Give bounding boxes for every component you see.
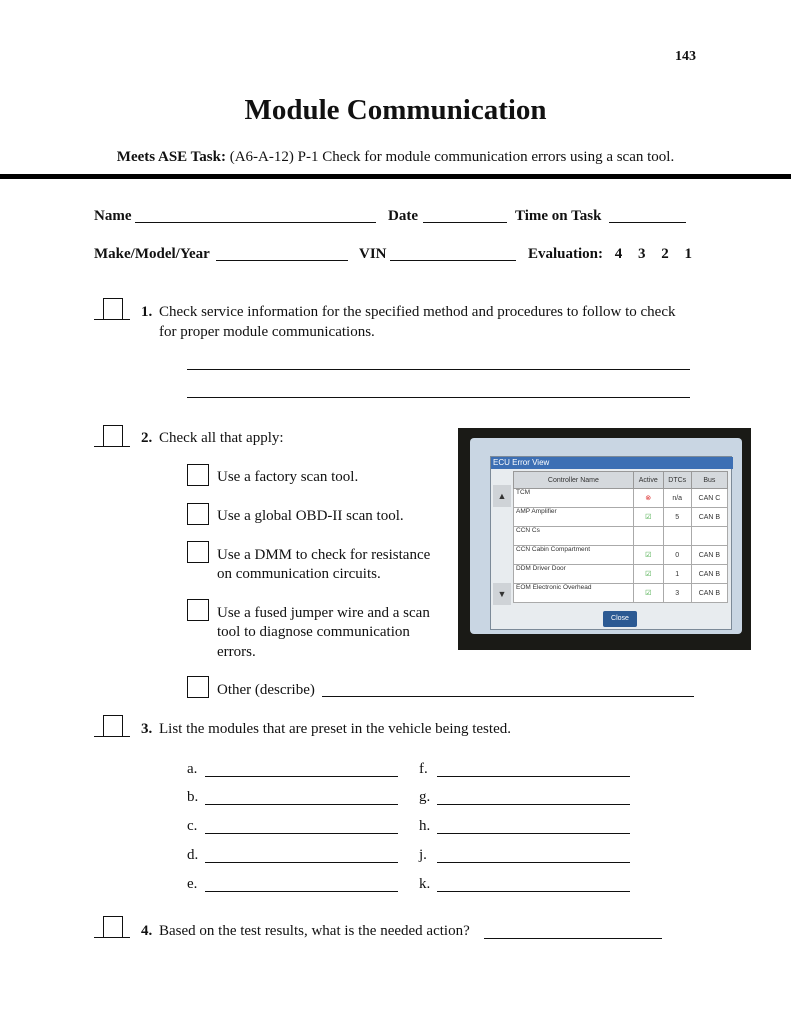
item-3-text: List the modules that are preset in the vehicle being tested. (159, 721, 511, 737)
vin-field[interactable] (390, 260, 516, 261)
cell: CAN B (691, 508, 727, 527)
cell: ⊗ (633, 489, 663, 508)
cell: ☑ (633, 584, 663, 603)
scan-tool-screen (470, 438, 742, 634)
item-3-number: 3. (141, 721, 153, 737)
module-name-field[interactable] (205, 862, 398, 863)
table-row (514, 584, 728, 603)
module-name-field[interactable] (437, 776, 630, 777)
dialog-title: ECU Error View (491, 457, 733, 469)
option-label: Use a fused jumper wire and a scan (217, 605, 430, 621)
close-button: Close (603, 611, 637, 627)
divider (0, 174, 791, 179)
page-title: Module Communication (244, 94, 547, 126)
cell: AMP Amplifier (514, 508, 634, 527)
scroll-up-icon: ▲ (493, 485, 511, 507)
cell (633, 527, 663, 546)
scroll-down-icon: ▼ (493, 583, 511, 605)
item-1-answer-line[interactable] (187, 369, 690, 370)
module-name-field[interactable] (205, 833, 398, 834)
cell: ☑ (633, 508, 663, 527)
evaluation (528, 245, 692, 263)
module-name-field[interactable] (437, 862, 630, 863)
option-checkbox[interactable] (187, 676, 209, 698)
cell: CAN B (691, 546, 727, 565)
cell: 3 (663, 584, 691, 603)
module-list-label: k. (419, 876, 431, 892)
ecu-error-dialog (490, 456, 732, 630)
item-4-number: 4. (141, 923, 153, 939)
option-label: Use a factory scan tool. (217, 469, 359, 485)
option-label: Other (describe) (217, 682, 315, 698)
item-1-number: 1. (141, 304, 153, 320)
date-label: Date (388, 208, 418, 224)
module-name-field[interactable] (205, 891, 398, 892)
module-name-field[interactable] (437, 833, 630, 834)
module-list-label: d. (187, 847, 199, 863)
time-on-task-field[interactable] (609, 222, 686, 223)
time-on-task-label: Time on Task (515, 208, 602, 224)
option-label: Use a DMM to check for resistance (217, 547, 431, 563)
item-1-checkbox[interactable] (94, 298, 128, 320)
make-model-year-field[interactable] (216, 260, 348, 261)
scan-tool-photo (458, 428, 751, 650)
module-list-label: h. (419, 818, 431, 834)
table-row (514, 508, 728, 527)
module-list-label: c. (187, 818, 198, 834)
name-field[interactable] (135, 222, 376, 223)
ase-task-text: (A6-A-12) P-1 Check for module communication errors using a scan tool. (229, 149, 675, 165)
col-header: Active (633, 472, 663, 489)
col-header: Bus (691, 472, 727, 489)
cell: CCN Cabin Compartment (514, 546, 634, 565)
module-name-field[interactable] (437, 804, 630, 805)
module-name-field[interactable] (205, 776, 398, 777)
cell: n/a (663, 489, 691, 508)
cell: CAN C (691, 489, 727, 508)
ase-task-label: Meets ASE Task: (116, 149, 226, 165)
option-label: tool to diagnose communication (217, 624, 410, 640)
score-2[interactable]: 2 (661, 246, 669, 262)
module-list-label: a. (187, 761, 198, 777)
vin-label: VIN (359, 246, 387, 262)
item-1-answer-line[interactable] (187, 397, 690, 398)
item-1-text-2: for proper module communications. (159, 324, 375, 340)
item-3-checkbox[interactable] (94, 715, 128, 737)
evaluation-label: Evaluation: (528, 246, 604, 262)
option-checkbox[interactable] (187, 503, 209, 525)
ase-task (0, 148, 791, 166)
ecu-table (513, 471, 728, 603)
item-4-answer-field[interactable] (484, 938, 662, 939)
module-list-label: j. (419, 847, 427, 863)
page-number: 143 (675, 49, 696, 64)
table-row (514, 546, 728, 565)
cell: 0 (663, 546, 691, 565)
cell: CCN Cs (514, 527, 634, 546)
cell: CAN B (691, 584, 727, 603)
col-header: Controller Name (514, 472, 634, 489)
score-3[interactable]: 3 (638, 246, 646, 262)
option-label: errors. (217, 644, 256, 660)
option-label: on communication circuits. (217, 566, 381, 582)
option-label: Use a global OBD-II scan tool. (217, 508, 404, 524)
module-list-label: b. (187, 789, 199, 805)
name-label: Name (94, 208, 132, 224)
cell: CAN B (691, 565, 727, 584)
make-model-year-label: Make/Model/Year (94, 246, 210, 262)
col-header: DTCs (663, 472, 691, 489)
item-2-checkbox[interactable] (94, 425, 128, 447)
option-checkbox[interactable] (187, 464, 209, 486)
cell: ☑ (633, 565, 663, 584)
date-field[interactable] (423, 222, 507, 223)
module-name-field[interactable] (205, 804, 398, 805)
cell: 5 (663, 508, 691, 527)
item-1-text: Check service information for the specified method and procedures to follow to check (159, 304, 676, 320)
cell (691, 527, 727, 546)
cell: 1 (663, 565, 691, 584)
score-1[interactable]: 1 (684, 246, 693, 262)
item-2-number: 2. (141, 430, 153, 446)
item-2-text: Check all that apply: (159, 430, 284, 446)
table-row (514, 489, 728, 508)
table-row (514, 565, 728, 584)
table-row (514, 527, 728, 546)
cell: ☑ (633, 546, 663, 565)
module-list-label: g. (419, 789, 431, 805)
option-checkbox[interactable] (187, 541, 209, 563)
module-list-label: f. (419, 761, 428, 777)
cell: TCM (514, 489, 634, 508)
score-4[interactable]: 4 (614, 246, 623, 262)
cell: DDM Driver Door (514, 565, 634, 584)
cell (663, 527, 691, 546)
module-list-label: e. (187, 876, 198, 892)
option-checkbox[interactable] (187, 599, 209, 621)
module-name-field[interactable] (437, 891, 630, 892)
cell: EOM Electronic Overhead (514, 584, 634, 603)
other-describe-field[interactable] (322, 696, 694, 697)
item-4-checkbox[interactable] (94, 916, 128, 938)
item-4-text: Based on the test results, what is the needed action? (159, 923, 470, 939)
